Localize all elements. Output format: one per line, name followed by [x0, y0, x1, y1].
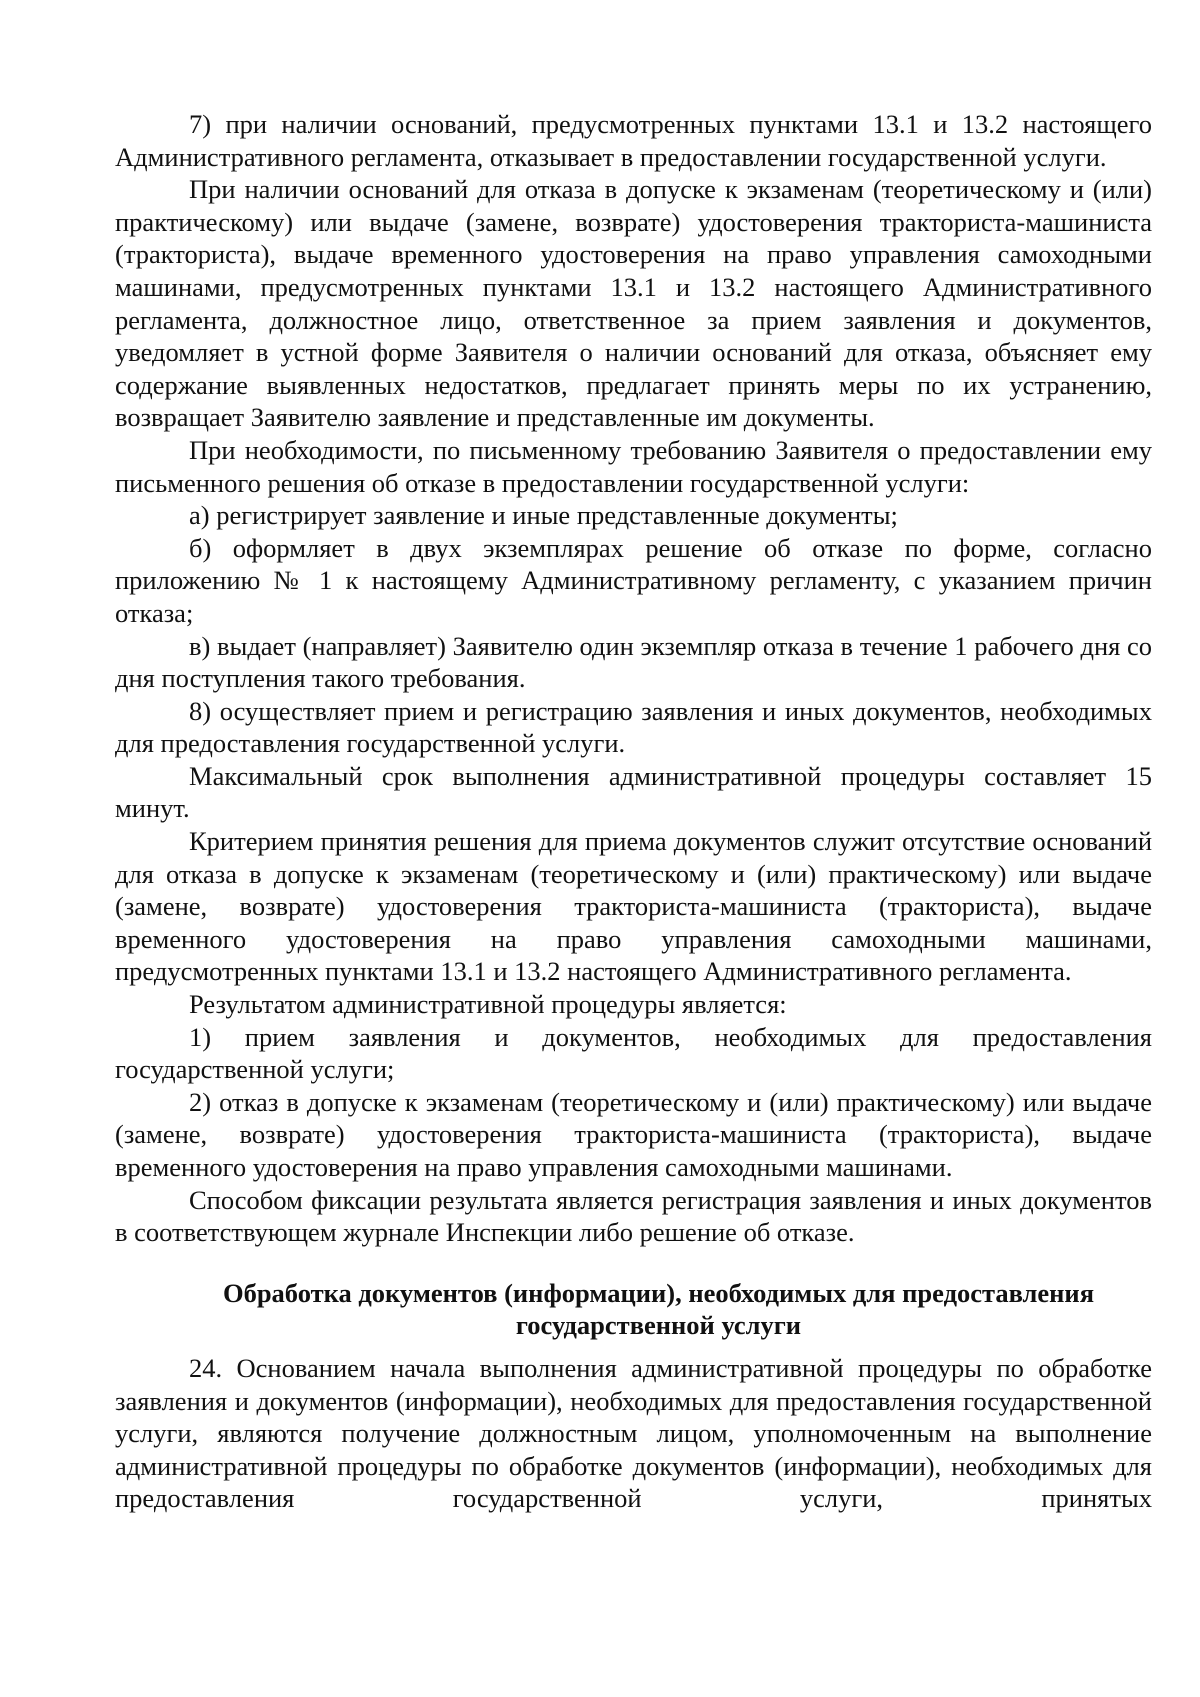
section-heading: Обработка документов (информации), необходимых для предоставления государственной услуги [222, 1277, 1095, 1341]
paragraph: Результатом административной процедуры является: [189, 989, 787, 1020]
paragraph: 8) осуществляет прием и регистрацию заявления и иных документов, необходимых для предоставления государственной услуги. [115, 695, 1152, 759]
paragraph: При наличии оснований для отказа в допуске к экзаменам (теоретическому и (или) практическому) или выдаче (замене, возврате) удостоверения тракториста-машиниста (тракториста), выдаче временного удостоверения на право управления самоходными машинами, предусмотренных пунктами 13.1 и 13.2 настоящего Административного регламента, должностное лицо, ответственное за прием заявления и документов, уведомляет в устной форме Заявителя о наличии оснований для отказа, объясняет ему содержание выявленных недостатков, предлагает принять меры по их устранению, возвращает Заявителю заявление и представленные им документы. [115, 174, 1152, 433]
paragraph: 2) отказ в допуске к экзаменам (теоретическому и (или) практическому) или выдаче (замене, возврате) удостоверения тракториста-машиниста (тракториста), выдаче временного удостоверения на право управления самоходными машинами. [115, 1086, 1152, 1182]
paragraph: Максимальный срок выполнения административной процедуры составляет 15 минут. [115, 760, 1152, 824]
paragraph: в) выдает (направляет) Заявителю один экземпляр отказа в течение 1 рабочего дня со дня поступления такого требования. [115, 630, 1152, 694]
paragraph: Способом фиксации результата является регистрация заявления и иных документов в соответствующем журнале Инспекции либо решение об отказе. [115, 1184, 1152, 1248]
paragraph: Критерием принятия решения для приема документов служит отсутствие оснований для отказа в допуске к экзаменам (теоретическому и (или) практическому) или выдаче (замене, возврате) удостоверения тракториста-машиниста (тракториста), выдаче временного удостоверения на право управления самоходными машинами, предусмотренных пунктами 13.1 и 13.2 настоящего Административного регламента. [115, 826, 1152, 987]
document-page [115, 108, 1152, 1515]
paragraph: При необходимости, по письменному требованию Заявителя о предоставлении ему письменного решения об отказе в предоставлении государственной услуги: [115, 434, 1152, 498]
paragraph: б) оформляет в двух экземплярах решение об отказе по форме, согласно приложению № 1 к настоящему Административному регламенту, с указанием причин отказа; [115, 532, 1152, 628]
paragraph: 7) при наличии оснований, предусмотренных пунктами 13.1 и 13.2 настоящего Административного регламента, отказывает в предоставлении государственной услуги. [115, 109, 1152, 172]
paragraph: а) регистрирует заявление и иные представленные документы; [189, 500, 898, 531]
paragraph: 24. Основанием начала выполнения административной процедуры по обработке заявления и документов (информации), необходимых для предоставления государственной услуги, являются получение должностным лицом, уполномоченным на выполнение административной процедуры по обработке документов (информации), необходимых для предоставления государственной услуги, принятых [115, 1352, 1152, 1514]
paragraph: 1) прием заявления и документов, необходимых для предоставления государственной услуги; [115, 1021, 1152, 1085]
